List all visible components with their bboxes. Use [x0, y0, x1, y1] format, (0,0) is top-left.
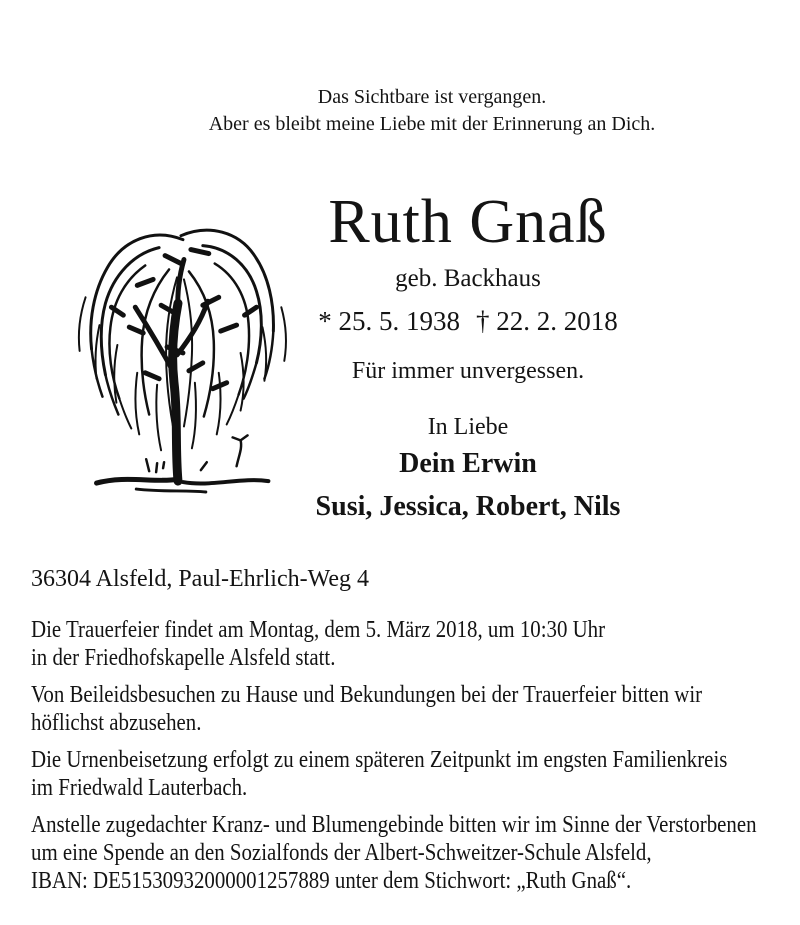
notice-paragraph-condolences [31, 681, 790, 737]
notice-line: in der Friedhofskapelle Alsfeld statt. [31, 645, 336, 671]
notice-line: Von Beileidsbesuchen zu Hause und Bekundungen bei der Trauerfeier bitten wir [31, 682, 703, 708]
notice-line: Die Trauerfeier findet am Montag, dem 5. März 2018, um 10:30 Uhr [31, 617, 606, 643]
mourner-spouse: Dein Erwin [399, 448, 537, 479]
notice-paragraph-service [31, 616, 790, 672]
notice-line-iban: IBAN: DE51530932000001257889 unter dem Stichwort: „Ruth Gnaß“. [31, 868, 632, 894]
remembrance-motto: Für immer unvergessen. [351, 358, 585, 384]
maiden-name: geb. Backhaus [395, 265, 541, 292]
notice-line: Anstelle zugedachter Kranz- und Blumengebinde bitten wir im Sinne der Verstorbenen [31, 812, 757, 838]
willow-leaf-tufts [111, 250, 256, 389]
willow-trunk [135, 260, 208, 482]
notice-line: im Friedwald Lauterbach. [31, 775, 248, 801]
notice-paragraph-urn-burial [31, 746, 790, 802]
notice-line: um eine Spende an den Sozialfonds der Albert-Schweitzer-Schule Alsfeld, [31, 840, 652, 866]
memorial-block [303, 190, 633, 523]
epigraph-line-1: Das Sichtbare ist vergangen. [317, 86, 547, 108]
funeral-notice [31, 564, 790, 904]
notice-paragraph-donations [31, 811, 790, 895]
birth-date: * 25. 5. 1938 [318, 306, 460, 336]
mourner-children: Susi, Jessica, Robert, Nils [315, 491, 621, 522]
address-line: 36304 Alsfeld, Paul-Ehrlich-Weg 4 [31, 566, 370, 592]
notice-line: Die Urnenbeisetzung erfolgt zu einem späteren Zeitpunkt im engsten Familienkreis [31, 747, 728, 773]
deceased-name: Ruth Gnaß [328, 188, 608, 256]
epigraph-line-2: Aber es bleibt meine Liebe mit der Erinnerung an Dich. [208, 113, 656, 135]
willow-ground [97, 435, 269, 492]
epigraph [0, 84, 800, 138]
weeping-willow-icon [40, 188, 312, 496]
notice-line: höflichst abzusehen. [31, 710, 202, 736]
salutation: In Liebe [427, 414, 509, 440]
life-dates [303, 305, 633, 337]
death-date: † 22. 2. 2018 [476, 306, 618, 336]
